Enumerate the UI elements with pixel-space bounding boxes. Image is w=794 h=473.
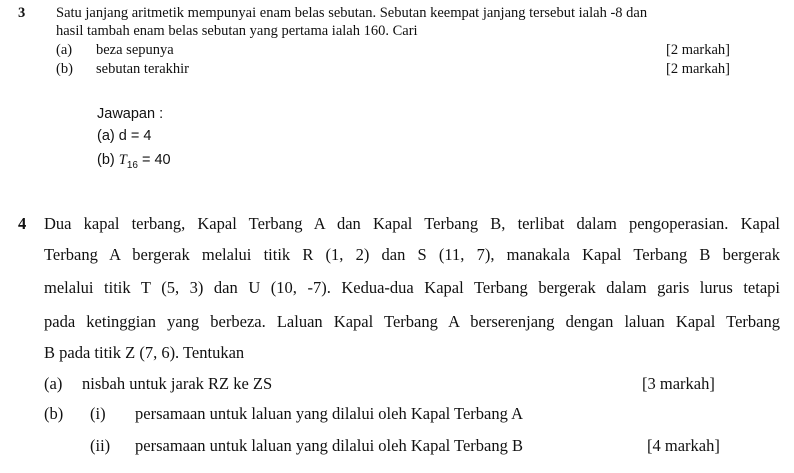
question-text-line: melalui titik T (5, 3) dan U (10, -7). Kedua-dua Kapal Terbang bergerak dalam garis lurus tetapi	[44, 278, 780, 297]
answer-b	[97, 152, 171, 169]
subpart-label: (i)	[90, 404, 106, 423]
answer-heading: Jawapan :	[97, 106, 164, 122]
answer-b-value: = 40	[142, 152, 171, 168]
question-text-line: B pada titik Z (7, 6). Tentukan	[44, 343, 245, 362]
question-text-line: Terbang A bergerak melalui titik R (1, 2) dan S (11, 7), manakala Kapal Terbang B bergerak	[44, 245, 780, 264]
question-text-line: Satu janjang aritmetik mempunyai enam belas sebutan. Sebutan keempat janjang tersebut ialah -8 dan	[56, 5, 648, 21]
subpart-text: persamaan untuk laluan yang dilalui oleh Kapal Terbang B	[135, 436, 524, 455]
part-marks: [2 markah]	[666, 42, 731, 58]
part-text: beza sepunya	[96, 42, 174, 58]
answer-b-subscript: 16	[126, 160, 138, 171]
answer-b-symbol: T	[118, 152, 127, 168]
question-text-line: Dua kapal terbang, Kapal Terbang A dan Kapal Terbang B, terlibat dalam pengoperasian. Kapal	[44, 214, 780, 233]
question-number: 4	[18, 214, 27, 233]
subpart-text: persamaan untuk laluan yang dilalui oleh Kapal Terbang A	[135, 404, 524, 423]
question-text-line: hasil tambah enam belas sebutan yang pertama ialah 160. Cari	[56, 23, 418, 39]
part-label: (a)	[44, 374, 63, 393]
part-marks: [2 markah]	[666, 61, 731, 77]
answer-b-label: (b)	[97, 152, 115, 168]
part-label: (b)	[56, 61, 73, 77]
part-marks: [4 markah]	[647, 436, 720, 455]
answer-a: (a) d = 4	[97, 128, 152, 144]
part-label: (a)	[56, 42, 73, 58]
part-text: sebutan terakhir	[96, 61, 190, 77]
question-text-line: pada ketinggian yang berbeza. Laluan Kapal Terbang A berserenjang dengan laluan Kapal Terbang	[44, 312, 780, 331]
question-number: 3	[18, 5, 26, 21]
part-label: (b)	[44, 404, 64, 423]
subpart-label: (ii)	[90, 436, 111, 455]
part-marks: [3 markah]	[642, 374, 715, 393]
part-text: nisbah untuk jarak RZ ke ZS	[82, 374, 273, 393]
